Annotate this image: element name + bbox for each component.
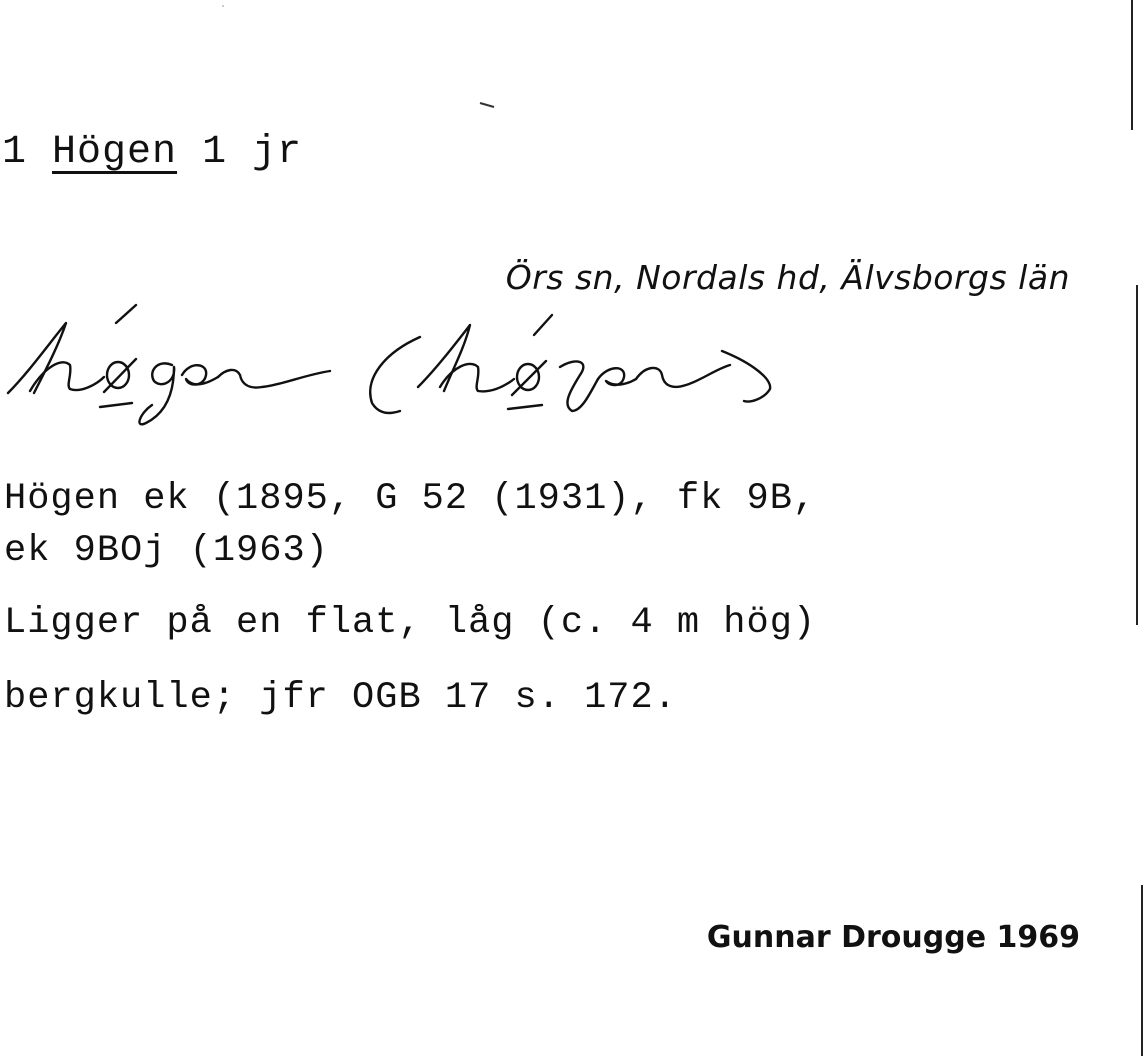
entry-text-line: bergkulle; jfr OGB 17 s. 172. bbox=[4, 677, 677, 719]
location-line: Örs sn, Nordals hd, Älvsborgs län bbox=[505, 258, 1070, 297]
handwritten-pronunciation bbox=[0, 295, 820, 430]
card-heading bbox=[2, 130, 302, 175]
entry-text-line: Högen ek (1895, G 52 (1931), fk 9B, bbox=[4, 478, 817, 520]
card-edge-line bbox=[1136, 285, 1138, 625]
heading-suffix: 1 jr bbox=[202, 130, 303, 175]
heading-place-name: Högen bbox=[52, 130, 178, 175]
author-signature: Gunnar Drougge 1969 bbox=[706, 920, 1080, 955]
heading-number: 1 bbox=[2, 130, 28, 175]
entry-text-line: Ligger på en flat, låg (c. 4 m hög) bbox=[4, 602, 817, 644]
card-edge-line bbox=[1131, 0, 1133, 130]
card-edge-line bbox=[1141, 885, 1143, 1056]
entry-text-line: ek 9BOj (1963) bbox=[4, 530, 329, 572]
